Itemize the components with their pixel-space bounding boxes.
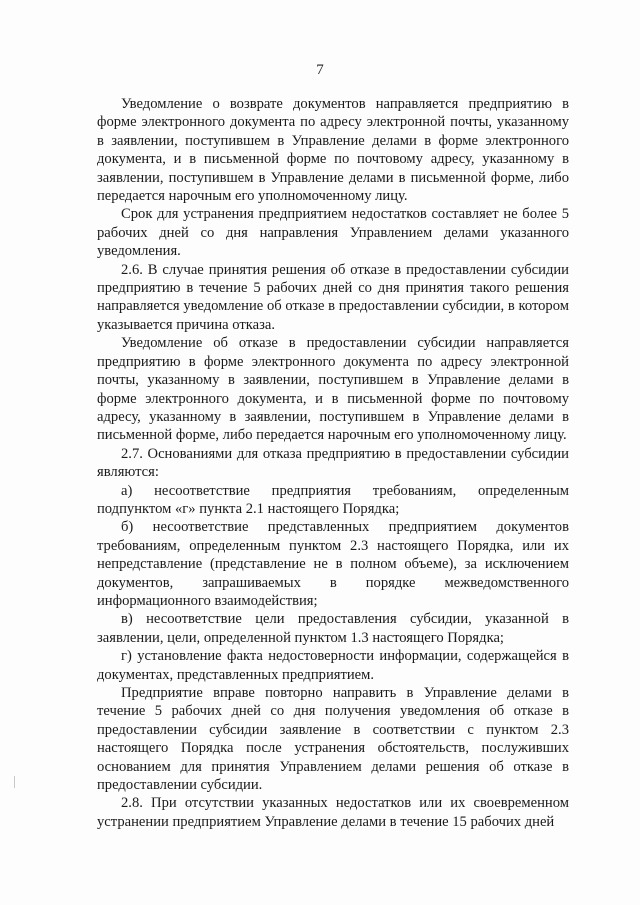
- paragraph-item-b: б) несоответствие представленных предприятием документов требованиям, определенным пунктом 2.3 настоящего Порядка, или их непредставление (представление не в полном объеме), за исключением документов, запрашиваемых в порядке межведомственного информационного взаимодействия;: [97, 519, 569, 609]
- paragraph-2-8: 2.8. При отсутствии указанных недостатков или их своевременном устранении предприятием Управление делами в течение 15 рабочих дней: [97, 795, 569, 830]
- paragraph-refusal-notice: Уведомление об отказе в предоставлении субсидии направляется предприятию в форме электронного документа по адресу электронной почты, указанному в заявлении, поступившем в Управление делами в форме электронного документа, и в письменной форме по почтовому адресу, указанному в заявлении, поступившем в Управление делами в письменной форме, либо передается нарочным его уполномоченному лицу.: [97, 335, 569, 444]
- page-number: 7: [316, 62, 324, 78]
- paragraph-resubmission: Предприятие вправе повторно направить в Управление делами в течение 5 рабочих дней со дня получения уведомления об отказе в предоставлении субсидии заявление в соответствии с пунктом 2.3 настоящего Порядка после устранения обстоятельств, послуживших основанием для принятия Управлением делами решения об отказе в предоставлении субсидии.: [97, 685, 569, 794]
- paragraph-return-notice: Уведомление о возврате документов направляется предприятию в форме электронного документа по адресу электронной почты, указанному в заявлении, поступившем в Управление делами в форме электронного документа, и в письменной форме по почтовому адресу, указанному в заявлении, поступившем в Управление делами в письменной форме, либо передается нарочным его уполномоченному лицу.: [97, 96, 569, 205]
- paragraph-deadline: Срок для устранения предприятием недостатков составляет не более 5 рабочих дней со дня направления Управлением делами указанного уведомления.: [97, 206, 569, 260]
- paragraph-2-7: 2.7. Основаниями для отказа предприятию в предоставлении субсидии являются:: [97, 445, 569, 481]
- paragraph-2-6: 2.6. В случае принятия решения об отказе в предоставлении субсидии предприятию в течение 5 рабочих дней со дня принятия такого решения направляется уведомление об отказе в предоставлении субсидии, в котором указывается причина отказа.: [97, 261, 569, 333]
- paragraph-item-a: а) несоответствие предприятия требованиям, определенным подпунктом «г» пункта 2.1 настоящего Порядка;: [97, 482, 569, 517]
- document-body: [97, 95, 569, 831]
- paragraph-item-v: в) несоответствие цели предоставления субсидии, указанной в заявлении, цели, определенной пунктом 1.3 настоящего Порядка;: [97, 611, 569, 646]
- paragraph-item-g: г) установление факта недостоверности информации, содержащейся в документах, представленных предприятием.: [97, 648, 569, 683]
- scan-margin-mark: [14, 776, 15, 788]
